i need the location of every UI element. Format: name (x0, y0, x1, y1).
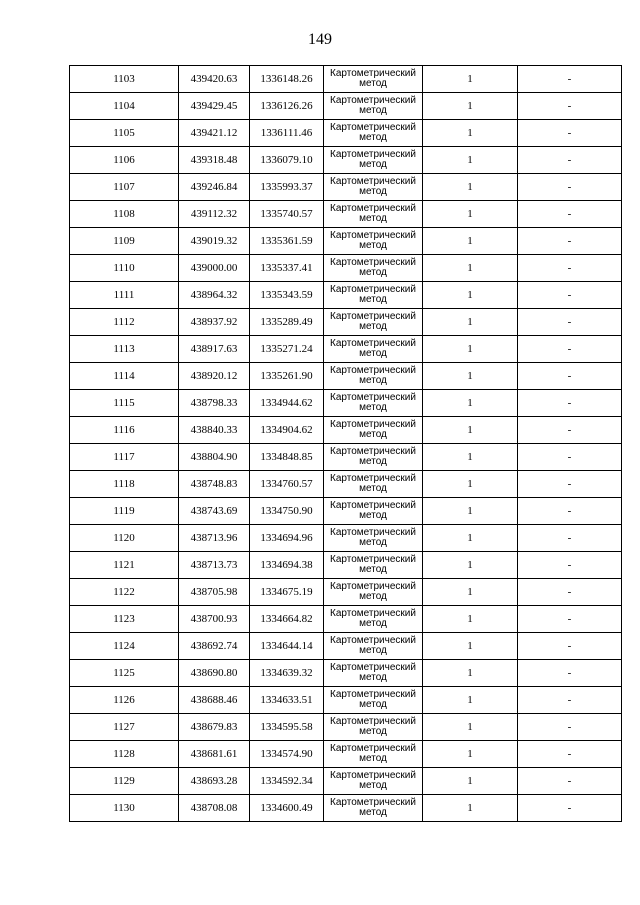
method-cell (324, 228, 423, 255)
method-cell (324, 525, 423, 552)
accuracy-cell: 1 (423, 390, 518, 417)
x-coordinate-cell: 439421.12 (179, 120, 250, 147)
accuracy-cell: 1 (423, 417, 518, 444)
point-number-cell: 1127 (70, 714, 179, 741)
point-number-cell: 1117 (70, 444, 179, 471)
accuracy-cell: 1 (423, 228, 518, 255)
table-row (70, 714, 622, 741)
method-cell (324, 498, 423, 525)
note-cell: - (518, 687, 622, 714)
y-coordinate-cell: 1335289.49 (250, 309, 324, 336)
note-cell: - (518, 633, 622, 660)
point-number-cell: 1119 (70, 498, 179, 525)
x-coordinate-cell: 439318.48 (179, 147, 250, 174)
method-line-2: метод (359, 321, 387, 332)
table-row (70, 741, 622, 768)
method-line-2: метод (359, 267, 387, 278)
note-cell: - (518, 471, 622, 498)
y-coordinate-cell: 1334694.38 (250, 552, 324, 579)
method-line-1: Картометрический (330, 662, 416, 673)
point-number-cell: 1104 (70, 93, 179, 120)
method-cell (324, 606, 423, 633)
method-line-2: метод (359, 699, 387, 710)
y-coordinate-cell: 1335337.41 (250, 255, 324, 282)
x-coordinate-cell: 438917.63 (179, 336, 250, 363)
table-row (70, 174, 622, 201)
table-row (70, 552, 622, 579)
table-row (70, 93, 622, 120)
point-number-cell: 1123 (70, 606, 179, 633)
accuracy-cell: 1 (423, 579, 518, 606)
method-line-2: метод (359, 645, 387, 656)
note-cell: - (518, 228, 622, 255)
point-number-cell: 1118 (70, 471, 179, 498)
method-cell (324, 336, 423, 363)
accuracy-cell: 1 (423, 525, 518, 552)
method-line-1: Картометрический (330, 797, 416, 808)
note-cell: - (518, 579, 622, 606)
y-coordinate-cell: 1336111.46 (250, 120, 324, 147)
method-line-2: метод (359, 807, 387, 818)
method-line-1: Картометрический (330, 635, 416, 646)
method-line-2: метод (359, 159, 387, 170)
note-cell: - (518, 552, 622, 579)
note-cell: - (518, 120, 622, 147)
method-line-1: Картометрический (330, 689, 416, 700)
accuracy-cell: 1 (423, 309, 518, 336)
accuracy-cell: 1 (423, 633, 518, 660)
method-cell (324, 66, 423, 93)
method-line-1: Картометрический (330, 257, 416, 268)
method-line-1: Картометрический (330, 149, 416, 160)
y-coordinate-cell: 1336079.10 (250, 147, 324, 174)
x-coordinate-cell: 439246.84 (179, 174, 250, 201)
method-cell (324, 633, 423, 660)
method-cell (324, 741, 423, 768)
y-coordinate-cell: 1334760.57 (250, 471, 324, 498)
method-line-2: метод (359, 726, 387, 737)
method-line-1: Картометрический (330, 770, 416, 781)
method-line-2: метод (359, 240, 387, 251)
accuracy-cell: 1 (423, 768, 518, 795)
table-row (70, 525, 622, 552)
accuracy-cell: 1 (423, 714, 518, 741)
method-line-1: Картометрический (330, 392, 416, 403)
x-coordinate-cell: 438713.73 (179, 552, 250, 579)
x-coordinate-cell: 438690.80 (179, 660, 250, 687)
method-line-1: Картометрический (330, 581, 416, 592)
note-cell: - (518, 390, 622, 417)
point-number-cell: 1129 (70, 768, 179, 795)
x-coordinate-cell: 438713.96 (179, 525, 250, 552)
method-line-1: Картометрический (330, 68, 416, 79)
point-number-cell: 1128 (70, 741, 179, 768)
method-line-1: Картометрический (330, 230, 416, 241)
point-number-cell: 1108 (70, 201, 179, 228)
method-line-2: метод (359, 78, 387, 89)
method-line-2: метод (359, 780, 387, 791)
method-line-1: Картометрический (330, 311, 416, 322)
method-cell (324, 390, 423, 417)
point-number-cell: 1107 (70, 174, 179, 201)
x-coordinate-cell: 439420.63 (179, 66, 250, 93)
note-cell: - (518, 363, 622, 390)
y-coordinate-cell: 1334574.90 (250, 741, 324, 768)
accuracy-cell: 1 (423, 255, 518, 282)
method-line-2: метод (359, 564, 387, 575)
note-cell: - (518, 255, 622, 282)
x-coordinate-cell: 438748.83 (179, 471, 250, 498)
table-row (70, 228, 622, 255)
note-cell: - (518, 309, 622, 336)
note-cell: - (518, 498, 622, 525)
accuracy-cell: 1 (423, 120, 518, 147)
method-line-1: Картометрический (330, 365, 416, 376)
note-cell: - (518, 93, 622, 120)
accuracy-cell: 1 (423, 363, 518, 390)
coordinates-table-body (70, 66, 622, 822)
note-cell: - (518, 66, 622, 93)
point-number-cell: 1130 (70, 795, 179, 822)
x-coordinate-cell: 438708.08 (179, 795, 250, 822)
table-row (70, 147, 622, 174)
accuracy-cell: 1 (423, 66, 518, 93)
method-line-1: Картометрический (330, 338, 416, 349)
y-coordinate-cell: 1334904.62 (250, 417, 324, 444)
method-line-2: метод (359, 618, 387, 629)
x-coordinate-cell: 438804.90 (179, 444, 250, 471)
accuracy-cell: 1 (423, 471, 518, 498)
point-number-cell: 1122 (70, 579, 179, 606)
point-number-cell: 1116 (70, 417, 179, 444)
method-line-2: метод (359, 591, 387, 602)
point-number-cell: 1121 (70, 552, 179, 579)
y-coordinate-cell: 1334644.14 (250, 633, 324, 660)
y-coordinate-cell: 1335361.59 (250, 228, 324, 255)
y-coordinate-cell: 1335740.57 (250, 201, 324, 228)
accuracy-cell: 1 (423, 741, 518, 768)
accuracy-cell: 1 (423, 660, 518, 687)
method-cell (324, 255, 423, 282)
accuracy-cell: 1 (423, 795, 518, 822)
table-row (70, 255, 622, 282)
note-cell: - (518, 444, 622, 471)
y-coordinate-cell: 1334675.19 (250, 579, 324, 606)
point-number-cell: 1120 (70, 525, 179, 552)
method-cell (324, 579, 423, 606)
method-line-1: Картометрический (330, 554, 416, 565)
table-row (70, 201, 622, 228)
method-cell (324, 147, 423, 174)
accuracy-cell: 1 (423, 201, 518, 228)
method-cell (324, 120, 423, 147)
y-coordinate-cell: 1336148.26 (250, 66, 324, 93)
y-coordinate-cell: 1334592.34 (250, 768, 324, 795)
method-cell (324, 795, 423, 822)
x-coordinate-cell: 439019.32 (179, 228, 250, 255)
method-line-1: Картометрический (330, 446, 416, 457)
method-line-2: метод (359, 672, 387, 683)
point-number-cell: 1125 (70, 660, 179, 687)
y-coordinate-cell: 1334595.58 (250, 714, 324, 741)
method-line-1: Картометрический (330, 122, 416, 133)
method-cell (324, 417, 423, 444)
method-line-2: метод (359, 510, 387, 521)
method-line-1: Картометрический (330, 284, 416, 295)
method-cell (324, 714, 423, 741)
method-line-1: Картометрический (330, 473, 416, 484)
point-number-cell: 1115 (70, 390, 179, 417)
x-coordinate-cell: 438692.74 (179, 633, 250, 660)
point-number-cell: 1124 (70, 633, 179, 660)
method-line-1: Картометрический (330, 95, 416, 106)
table-row (70, 417, 622, 444)
point-number-cell: 1105 (70, 120, 179, 147)
note-cell: - (518, 714, 622, 741)
note-cell: - (518, 417, 622, 444)
note-cell: - (518, 795, 622, 822)
coordinates-table (69, 65, 622, 822)
x-coordinate-cell: 438937.92 (179, 309, 250, 336)
point-number-cell: 1111 (70, 282, 179, 309)
method-cell (324, 660, 423, 687)
method-line-2: метод (359, 375, 387, 386)
table-row (70, 309, 622, 336)
y-coordinate-cell: 1335271.24 (250, 336, 324, 363)
table-row (70, 768, 622, 795)
y-coordinate-cell: 1334600.49 (250, 795, 324, 822)
x-coordinate-cell: 438700.93 (179, 606, 250, 633)
accuracy-cell: 1 (423, 552, 518, 579)
x-coordinate-cell: 439429.45 (179, 93, 250, 120)
x-coordinate-cell: 438920.12 (179, 363, 250, 390)
table-row (70, 795, 622, 822)
method-line-1: Картометрический (330, 716, 416, 727)
method-line-2: метод (359, 348, 387, 359)
table-row (70, 471, 622, 498)
method-cell (324, 444, 423, 471)
note-cell: - (518, 606, 622, 633)
method-cell (324, 768, 423, 795)
method-line-2: метод (359, 186, 387, 197)
method-cell (324, 687, 423, 714)
point-number-cell: 1112 (70, 309, 179, 336)
point-number-cell: 1110 (70, 255, 179, 282)
method-cell (324, 552, 423, 579)
table-row (70, 336, 622, 363)
table-row (70, 120, 622, 147)
note-cell: - (518, 201, 622, 228)
method-cell (324, 471, 423, 498)
table-row (70, 282, 622, 309)
y-coordinate-cell: 1334750.90 (250, 498, 324, 525)
method-line-2: метод (359, 429, 387, 440)
accuracy-cell: 1 (423, 93, 518, 120)
x-coordinate-cell: 438681.61 (179, 741, 250, 768)
y-coordinate-cell: 1334694.96 (250, 525, 324, 552)
method-cell (324, 363, 423, 390)
point-number-cell: 1126 (70, 687, 179, 714)
table-row (70, 633, 622, 660)
y-coordinate-cell: 1335343.59 (250, 282, 324, 309)
x-coordinate-cell: 439000.00 (179, 255, 250, 282)
method-line-2: метод (359, 483, 387, 494)
method-line-1: Картометрический (330, 500, 416, 511)
note-cell: - (518, 768, 622, 795)
y-coordinate-cell: 1334664.82 (250, 606, 324, 633)
note-cell: - (518, 174, 622, 201)
table-row (70, 579, 622, 606)
x-coordinate-cell: 438688.46 (179, 687, 250, 714)
x-coordinate-cell: 438840.33 (179, 417, 250, 444)
method-line-1: Картометрический (330, 743, 416, 754)
note-cell: - (518, 741, 622, 768)
y-coordinate-cell: 1334944.62 (250, 390, 324, 417)
method-cell (324, 282, 423, 309)
table-row (70, 498, 622, 525)
point-number-cell: 1113 (70, 336, 179, 363)
x-coordinate-cell: 438964.32 (179, 282, 250, 309)
table-row (70, 687, 622, 714)
table-row (70, 606, 622, 633)
x-coordinate-cell: 438798.33 (179, 390, 250, 417)
table-row (70, 444, 622, 471)
accuracy-cell: 1 (423, 687, 518, 714)
y-coordinate-cell: 1334633.51 (250, 687, 324, 714)
page-number: 149 (308, 31, 332, 48)
method-line-2: метод (359, 105, 387, 116)
method-cell (324, 309, 423, 336)
point-number-cell: 1109 (70, 228, 179, 255)
method-line-2: метод (359, 537, 387, 548)
note-cell: - (518, 660, 622, 687)
x-coordinate-cell: 438743.69 (179, 498, 250, 525)
method-line-1: Картометрический (330, 527, 416, 538)
x-coordinate-cell: 438693.28 (179, 768, 250, 795)
method-line-1: Картометрический (330, 176, 416, 187)
accuracy-cell: 1 (423, 606, 518, 633)
method-line-1: Картометрический (330, 608, 416, 619)
note-cell: - (518, 525, 622, 552)
y-coordinate-cell: 1336126.26 (250, 93, 324, 120)
accuracy-cell: 1 (423, 282, 518, 309)
x-coordinate-cell: 438705.98 (179, 579, 250, 606)
accuracy-cell: 1 (423, 336, 518, 363)
method-line-1: Картометрический (330, 419, 416, 430)
point-number-cell: 1103 (70, 66, 179, 93)
x-coordinate-cell: 439112.32 (179, 201, 250, 228)
accuracy-cell: 1 (423, 444, 518, 471)
method-line-2: метод (359, 294, 387, 305)
method-line-2: метод (359, 753, 387, 764)
y-coordinate-cell: 1334639.32 (250, 660, 324, 687)
method-cell (324, 201, 423, 228)
x-coordinate-cell: 438679.83 (179, 714, 250, 741)
note-cell: - (518, 282, 622, 309)
accuracy-cell: 1 (423, 147, 518, 174)
y-coordinate-cell: 1335261.90 (250, 363, 324, 390)
method-line-2: метод (359, 132, 387, 143)
accuracy-cell: 1 (423, 174, 518, 201)
method-line-2: метод (359, 456, 387, 467)
method-cell (324, 93, 423, 120)
method-line-2: метод (359, 213, 387, 224)
method-line-1: Картометрический (330, 203, 416, 214)
point-number-cell: 1114 (70, 363, 179, 390)
point-number-cell: 1106 (70, 147, 179, 174)
table-row (70, 660, 622, 687)
accuracy-cell: 1 (423, 498, 518, 525)
table-row (70, 363, 622, 390)
method-cell (324, 174, 423, 201)
y-coordinate-cell: 1334848.85 (250, 444, 324, 471)
table-row (70, 66, 622, 93)
table-row (70, 390, 622, 417)
method-line-2: метод (359, 402, 387, 413)
note-cell: - (518, 147, 622, 174)
note-cell: - (518, 336, 622, 363)
y-coordinate-cell: 1335993.37 (250, 174, 324, 201)
